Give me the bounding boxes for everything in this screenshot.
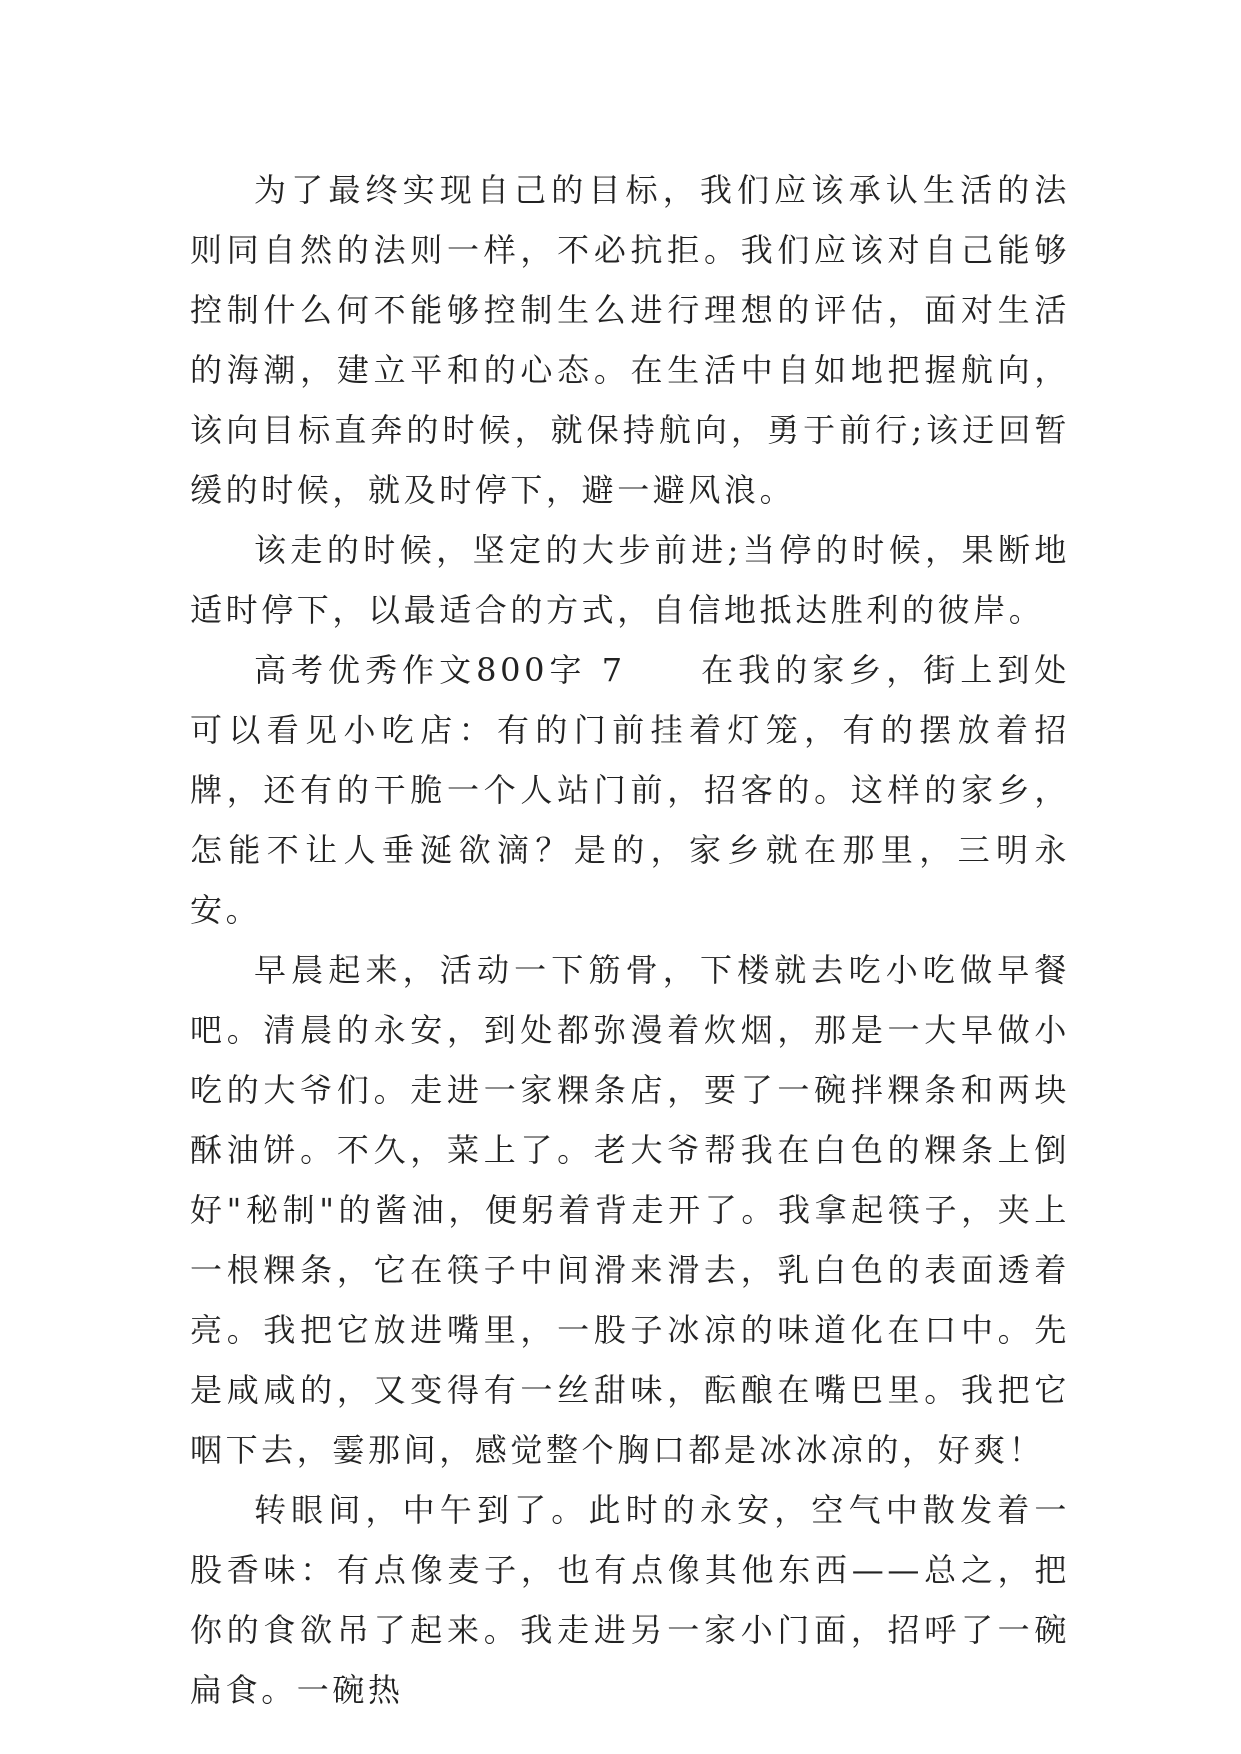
paragraph-4: 早晨起来，活动一下筋骨，下楼就去吃小吃做早餐吧。清晨的永安，到处都弥漫着炊烟，那是一大早做小吃的大爷们。走进一家粿条店，要了一碗拌粿条和两块酥油饼。不久，菜上了。老大爷帮我在白色的粿条上倒好"秘制"的酱油，便躬着背走开了。我拿起筷子，夹上一根粿条，它在筷子中间滑来滑去，乳白色的表面透着亮。我把它放进嘴里，一股子冰凉的味道化在口中。先是咸咸的，又变得有一丝甜味，酝酿在嘴巴里。我把它咽下去，霎那间，感觉整个胸口都是冰冰凉的，好爽！ bbox=[190, 951, 1070, 1469]
paragraph-1: 为了最终实现自己的目标，我们应该承认生活的法则同自然的法则一样，不必抗拒。我们应该对自己能够控制什么何不能够控制生么进行理想的评估，面对生活的海潮，建立平和的心态。在生活中自如地把握航向，该向目标直奔的时候，就保持航向，勇于前行;该迂回暂缓的时候，就及时停下，避一避风浪。 bbox=[190, 171, 1070, 509]
document-body bbox=[190, 160, 1070, 1720]
paragraph-2: 该走的时候，坚定的大步前进;当停的时候，果断地适时停下，以最适合的方式，自信地抵达胜利的彼岸。 bbox=[190, 531, 1070, 629]
paragraph-3: 高考优秀作文800字 7 在我的家乡，街上到处可以看见小吃店：有的门前挂着灯笼，有的摆放着招牌，还有的干脆一个人站门前，招客的。这样的家乡，怎能不让人垂涎欲滴？是的，家乡就在那里，三明永安。 bbox=[190, 651, 1070, 929]
paragraph-5: 转眼间，中午到了。此时的永安，空气中散发着一股香味：有点像麦子，也有点像其他东西——总之，把你的食欲吊了起来。我走进另一家小门面，招呼了一碗扁食。一碗热 bbox=[190, 1491, 1070, 1709]
